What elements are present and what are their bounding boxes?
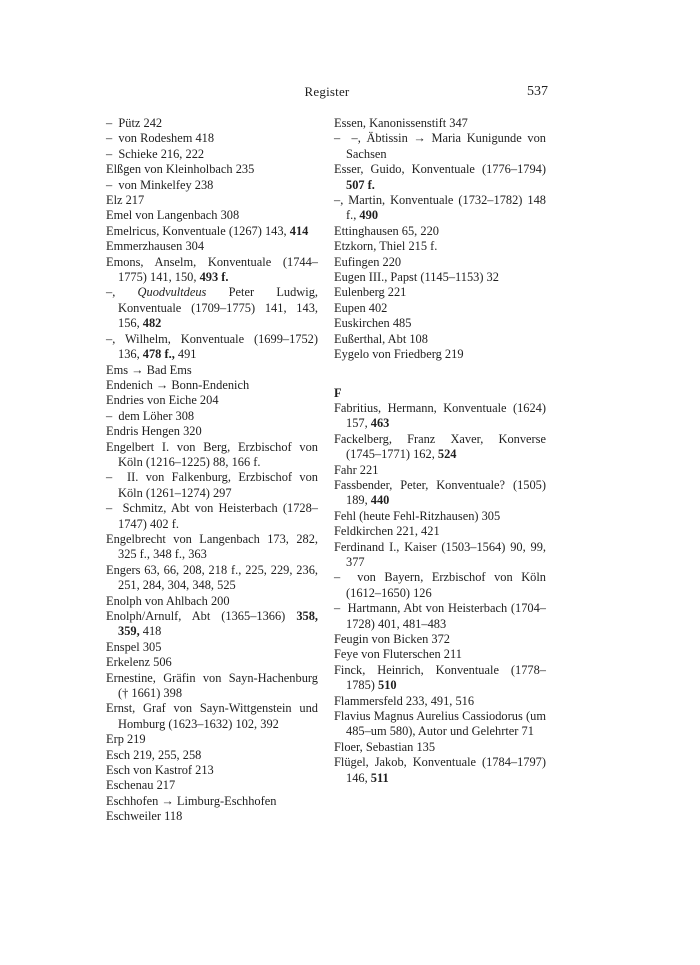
index-entry: Enolph/Arnulf, Abt (1365–1366) 358, 359, 418 bbox=[106, 609, 318, 639]
index-entry: Enspel 305 bbox=[106, 639, 162, 654]
index-entry: Flavius Magnus Aurelius Cassiodorus (um 485–um 580), Autor und Gelehrter 71 bbox=[334, 709, 546, 739]
index-entry: Floer, Sebastian 135 bbox=[334, 739, 436, 754]
index-entry: Engelbrecht von Langenbach 173, 282, 325 f., 348 f., 363 bbox=[106, 531, 318, 562]
index-entry: Etzkorn, Thiel 215 f. bbox=[334, 239, 438, 254]
index-entry: Essen, Kanonissenstift 347 bbox=[334, 116, 468, 130]
index-entry: Eugen III., Papst (1145–1153) 32 bbox=[334, 270, 499, 285]
index-entry: – Hartmann, Abt von Heisterbach (1704–1728) 401, 481–483 bbox=[334, 601, 546, 631]
index-entry: Ems → Bad Ems bbox=[106, 362, 192, 377]
index-entry: Emmerzhausen 304 bbox=[106, 239, 205, 254]
index-entry: Esch 219, 255, 258 bbox=[106, 747, 202, 762]
index-entry: Ernst, Graf von Sayn-Wittgenstein und Homburg (1623–1632) 102, 392 bbox=[106, 701, 318, 731]
index-entry: Esser, Guido, Konventuale (1776–1794) 507 f. bbox=[334, 162, 546, 192]
index-entry: Flammersfeld 233, 491, 516 bbox=[334, 693, 475, 708]
index-entry: – von Rodeshem 418 bbox=[106, 131, 215, 146]
section-letter-heading: F bbox=[334, 385, 342, 400]
index-entry: Flügel, Jakob, Konventuale (1784–1797) 146, 511 bbox=[334, 755, 546, 785]
index-entry: Enolph von Ahlbach 200 bbox=[106, 593, 230, 608]
index-entry: Feye von Fluterschen 211 bbox=[334, 647, 462, 662]
index-entry: Finck, Heinrich, Konventuale (1778–1785) 510 bbox=[334, 662, 546, 693]
index-entry: Euskirchen 485 bbox=[334, 316, 412, 331]
index-entry: Ferdinand I., Kaiser (1503–1564) 90, 99, 377 bbox=[334, 539, 546, 569]
index-entry: Eulenberg 221 bbox=[334, 285, 407, 300]
index-entry: Eufingen 220 bbox=[334, 254, 402, 269]
index-entry: Fackelberg, Franz Xaver, Konverse (1745–1771) 162, 524 bbox=[334, 431, 546, 462]
index-entry: – Schmitz, Abt von Heisterbach (1728–1747) 402 f. bbox=[106, 501, 318, 531]
index-entry: Emel von Langenbach 308 bbox=[106, 208, 240, 223]
section-spacer bbox=[334, 363, 546, 386]
index-entry: – II. von Falkenburg, Erzbischof von Köln (1261–1274) 297 bbox=[106, 470, 318, 500]
index-entry: Eygelo von Friedberg 219 bbox=[334, 347, 464, 362]
page-number: 537 bbox=[527, 84, 548, 99]
index-entry: Erkelenz 506 bbox=[106, 655, 172, 670]
index-entry: Feugin von Bicken 372 bbox=[334, 632, 450, 646]
index-entry: – dem Löher 308 bbox=[106, 408, 195, 423]
index-entry: Feldkirchen 221, 421 bbox=[334, 524, 440, 539]
index-entry: Emons, Anselm, Konventuale (1744–1775) 141, 150, 493 f. bbox=[106, 254, 318, 285]
index-entry: –, Wilhelm, Konventuale (1699–1752) 136, 478 f., 491 bbox=[106, 331, 318, 362]
index-entry: Fabritius, Hermann, Konventuale (1624) 157, 463 bbox=[334, 400, 546, 431]
index-entry: Erp 219 bbox=[106, 732, 146, 747]
index-entry: –, Martin, Konventuale (1732–1782) 148 f., 490 bbox=[334, 193, 546, 223]
index-entry: Esch von Kastrof 213 bbox=[106, 763, 214, 778]
running-title: Register bbox=[304, 84, 350, 99]
index-entry: Endenich → Bonn-Endenich bbox=[106, 377, 250, 392]
index-entry: Eschhofen → Limburg-Eschhofen bbox=[106, 793, 277, 808]
index-column-right bbox=[334, 116, 546, 786]
index-entry: – von Bayern, Erzbischof von Köln (1612–1650) 126 bbox=[334, 570, 546, 600]
index-entry: Fahr 221 bbox=[334, 462, 379, 477]
index-entry: Eußerthal, Abt 108 bbox=[334, 331, 428, 346]
index-entry: Eschenau 217 bbox=[106, 778, 176, 793]
index-column-left bbox=[106, 116, 318, 825]
index-entry: – von Minkelfey 238 bbox=[106, 177, 214, 192]
index-entry: –, Quodvultdeus Peter Ludwig, Konventuale (1709–1775) 141, 143, 156, 482 bbox=[106, 285, 318, 331]
index-entry: Engers 63, 66, 208, 218 f., 225, 229, 236, 251, 284, 304, 348, 525 bbox=[106, 562, 318, 593]
index-entry: Ernestine, Gräfin von Sayn-Hachenburg († 1661) 398 bbox=[106, 670, 318, 701]
index-entry: Elßgen von Kleinholbach 235 bbox=[106, 162, 255, 177]
index-entry: Engelbert I. von Berg, Erzbischof von Köln (1216–1225) 88, 166 f. bbox=[106, 439, 318, 469]
index-entry: Ettinghausen 65, 220 bbox=[334, 223, 439, 238]
index-entry: Endries von Eiche 204 bbox=[106, 393, 219, 408]
index-entry: Elz 217 bbox=[106, 193, 145, 208]
page-header bbox=[106, 84, 548, 102]
index-entry: – –, Äbtissin → Maria Kunigunde von Sachsen bbox=[334, 131, 546, 161]
index-entry: Fehl (heute Fehl-Ritzhausen) 305 bbox=[334, 508, 501, 523]
index-entry: Emelricus, Konventuale (1267) 143, 414 bbox=[106, 223, 309, 238]
index-entry: – Schieke 216, 222 bbox=[106, 146, 205, 161]
index-entry: Eschweiler 118 bbox=[106, 809, 183, 824]
index-entry: – Pütz 242 bbox=[106, 116, 163, 130]
index-entry: Endris Hengen 320 bbox=[106, 424, 202, 439]
index-entry: Eupen 402 bbox=[334, 300, 388, 315]
index-entry: Fassbender, Peter, Konventuale? (1505) 189, 440 bbox=[334, 477, 546, 508]
